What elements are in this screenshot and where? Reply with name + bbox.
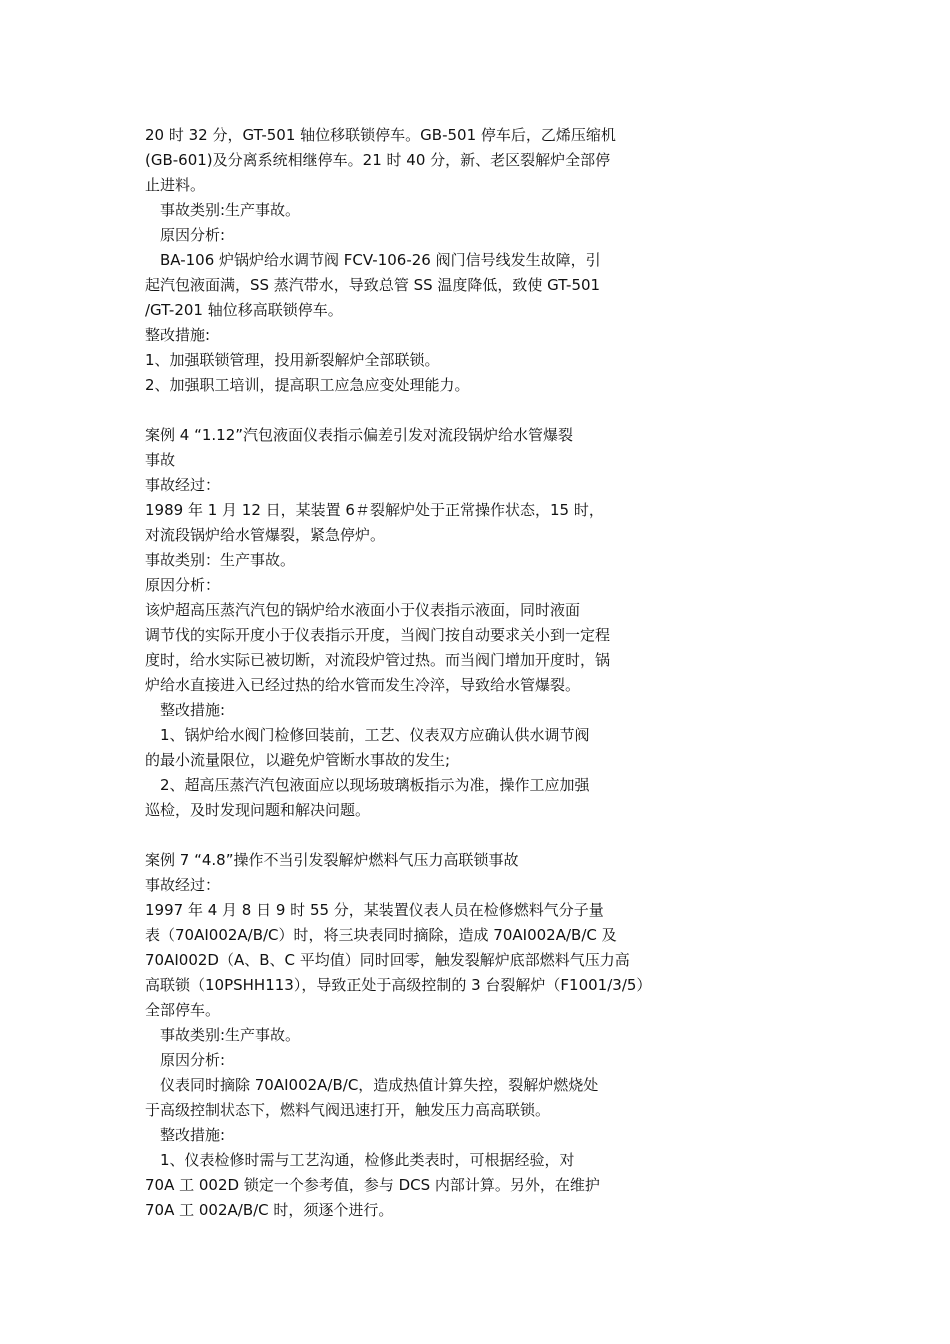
text-line: 的最小流量限位，以避免炉管断水事故的发生; (145, 751, 451, 769)
text-line: 2、加强职工培训，提高职工应急应变处理能力。 (145, 376, 470, 394)
text-line: 1、加强联锁管理，投用新裂解炉全部联锁。 (145, 351, 440, 369)
text-line: 70A 工 002A/B/C 时，须逐个进行。 (145, 1201, 394, 1219)
text-line: 原因分析: (145, 1051, 226, 1069)
text-line: /GT-201 轴位移高联锁停车。 (145, 301, 343, 319)
text-line: 70A 工 002D 锁定一个参考值，参与 DCS 内部计算。另外，在维护 (145, 1176, 600, 1194)
case-title: 事故 (145, 451, 176, 469)
text-line: 起汽包液面满，SS 蒸汽带水，导致总管 SS 温度降低，致使 GT-501 (145, 276, 601, 294)
text-line: 原因分析： (145, 576, 221, 594)
text-line: 整改措施: (145, 701, 226, 719)
text-line: 事故类别:生产事故。 (145, 1026, 301, 1044)
text-line: 高联锁（10PSHH113），导致正处于高级控制的 3 台裂解炉（F1001/3/5） (145, 976, 652, 994)
text-line: 1989 年 1 月 12 日，某装置 6＃裂解炉处于正常操作状态，15 时， (145, 501, 604, 519)
text-line: 整改措施: (145, 326, 211, 344)
text-line: 1、仪表检修时需与工艺沟通，检修此类表时，可根据经验，对 (145, 1151, 575, 1169)
text-line: 度时，给水实际已被切断，对流段炉管过热。而当阀门增加开度时，锅 (145, 651, 611, 669)
text-line: 70AI002D（A、B、C 平均值）同时回零，触发裂解炉底部燃料气压力高 (145, 951, 630, 969)
text-line: 该炉超高压蒸汽汽包的锅炉给水液面小于仪表指示液面，同时液面 (145, 601, 581, 619)
case-title: 案例 4 “1.12”汽包液面仪表指示偏差引发对流段锅炉给水管爆裂 (145, 426, 574, 444)
text-line: 仪表同时摘除 70AI002A/B/C，造成热值计算失控，裂解炉燃烧处 (145, 1076, 599, 1094)
text-line: 20 时 32 分，GT-501 轴位移联锁停车。GB-501 停车后，乙烯压缩机 (145, 126, 616, 144)
text-line: 巡检，及时发现问题和解决问题。 (145, 801, 371, 819)
text-line: 1997 年 4 月 8 日 9 时 55 分，某装置仪表人员在检修燃料气分子量 (145, 901, 604, 919)
text-line: 全部停车。 (145, 1001, 221, 1019)
text-line: 炉给水直接进入已经过热的给水管而发生冷淬，导致给水管爆裂。 (145, 676, 581, 694)
text-line: 事故经过： (145, 876, 221, 894)
text-line: 表（70AI002A/B/C）时，将三块表同时摘除，造成 70AI002A/B/C 及 (145, 926, 617, 944)
case-title: 案例 7 “4.8”操作不当引发裂解炉燃料气压力高联锁事故 (145, 851, 519, 869)
text-line: 事故类别:生产事故。 (145, 201, 301, 219)
text-line: BA-106 炉锅炉给水调节阀 FCV-106-26 阀门信号线发生故障，引 (145, 251, 601, 269)
text-line: 调节伐的实际开度小于仪表指示开度，当阀门按自动要求关小到一定程 (145, 626, 611, 644)
text-line: 1、锅炉给水阀门检修回装前，工艺、仪表双方应确认供水调节阀 (145, 726, 590, 744)
text-line: 止进料。 (145, 176, 206, 194)
text-line: 整改措施: (145, 1126, 226, 1144)
text-line: 事故经过： (145, 476, 221, 494)
text-line: 原因分析: (145, 226, 226, 244)
text-line: 2、超高压蒸汽汽包液面应以现场玻璃板指示为准，操作工应加强 (145, 776, 590, 794)
text-line: 事故类别：生产事故。 (145, 551, 296, 569)
text-line: 于高级控制状态下，燃料气阀迅速打开，触发压力高高联锁。 (145, 1101, 551, 1119)
text-line: (GB-601)及分离系统相继停车。21 时 40 分，新、老区裂解炉全部停 (145, 151, 611, 169)
text-line: 对流段锅炉给水管爆裂，紧急停炉。 (145, 526, 386, 544)
